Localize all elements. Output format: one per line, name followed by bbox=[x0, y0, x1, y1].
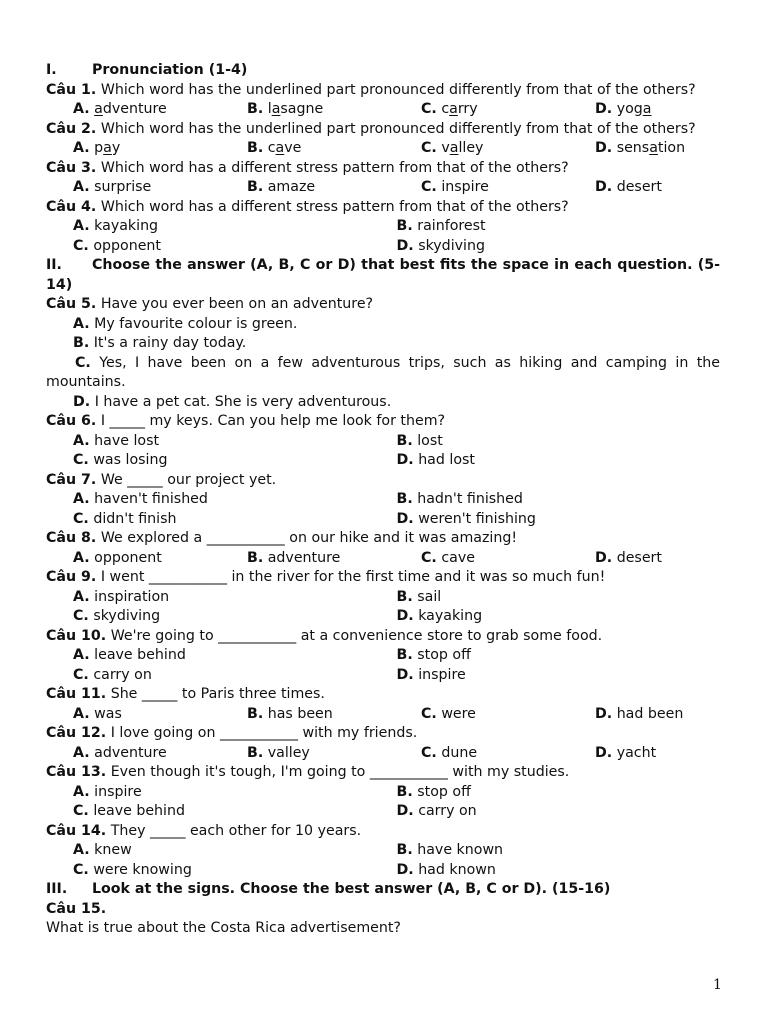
option-a: A. opponent bbox=[73, 549, 162, 566]
question-1 bbox=[46, 81, 720, 101]
question-label: Câu 2. bbox=[46, 120, 97, 137]
document-body bbox=[46, 61, 720, 939]
options-row bbox=[46, 783, 720, 803]
option-b: B. stop off bbox=[396, 647, 471, 663]
option-a: A. inspiration bbox=[73, 588, 170, 605]
question-text: Have you ever been on an adventure? bbox=[100, 296, 374, 312]
question-10 bbox=[46, 627, 720, 647]
options-row bbox=[46, 451, 720, 471]
options-row bbox=[46, 549, 720, 569]
options-row bbox=[46, 139, 720, 159]
section-heading bbox=[46, 61, 720, 81]
underlined-part: a bbox=[449, 140, 459, 156]
question-15 bbox=[46, 900, 720, 920]
option-c: C. was losing bbox=[73, 452, 168, 468]
section-title: Pronunciation (1-4) bbox=[92, 62, 248, 78]
question-label: Câu 4. bbox=[46, 198, 97, 215]
option-b: B. cave bbox=[247, 140, 302, 156]
option-a: A. adventure bbox=[73, 101, 167, 117]
option-d: D. I have a pet cat. She is very adventurous. bbox=[73, 393, 392, 410]
options-row bbox=[46, 802, 720, 822]
underlined-part: a bbox=[649, 140, 658, 156]
option-c: C. leave behind bbox=[73, 803, 185, 819]
question-label: Câu 9. bbox=[46, 569, 97, 585]
question-text: We explored a ___________ on our hike and it was amazing! bbox=[100, 530, 518, 546]
question-4 bbox=[46, 198, 720, 218]
question-text: She _____ to Paris three times. bbox=[110, 686, 325, 702]
options-row bbox=[46, 646, 720, 666]
options-row bbox=[46, 744, 720, 764]
question-5 bbox=[46, 295, 720, 315]
option-d: D. had lost bbox=[396, 452, 475, 468]
question-text: Even though it's tough, I'm going to ___________ with my studies. bbox=[110, 764, 570, 780]
option-d: D. desert bbox=[595, 179, 662, 195]
options-row bbox=[46, 432, 720, 452]
question-14 bbox=[46, 822, 720, 842]
question-text: I _____ my keys. Can you help me look for them? bbox=[100, 413, 446, 429]
question-12 bbox=[46, 724, 720, 744]
options-row bbox=[46, 861, 720, 881]
option-c: C. inspire bbox=[421, 179, 489, 195]
option-b: B. lasagne bbox=[247, 101, 324, 117]
option-d: D. skydiving bbox=[396, 237, 485, 254]
option-a: A. adventure bbox=[73, 744, 167, 761]
question-label: Câu 14. bbox=[46, 822, 107, 839]
option-d: D. kayaking bbox=[396, 608, 483, 624]
option-a: A. kayaking bbox=[73, 218, 159, 234]
question-text: We're going to ___________ at a convenience store to grab some food. bbox=[110, 627, 603, 644]
question-text: Which word has the underlined part pronounced differently from that of the others? bbox=[100, 120, 696, 137]
question-label: Câu 11. bbox=[46, 686, 107, 702]
question-label: Câu 3. bbox=[46, 159, 97, 176]
question-8 bbox=[46, 529, 720, 549]
underlined-part: a bbox=[103, 140, 112, 156]
question-2 bbox=[46, 120, 720, 140]
question-text: Which word has a different stress pattern from that of the others? bbox=[100, 159, 569, 176]
option-a: A. inspire bbox=[73, 783, 142, 800]
question-label: Câu 12. bbox=[46, 725, 107, 741]
section-number: II. bbox=[46, 257, 62, 273]
option-d: D. had been bbox=[595, 705, 684, 722]
page-number: 1 bbox=[713, 977, 722, 993]
option-b: B. stop off bbox=[396, 783, 471, 800]
option-b: B. adventure bbox=[247, 549, 341, 566]
option-c: C. didn't finish bbox=[73, 510, 177, 527]
underlined-part: a bbox=[642, 101, 652, 117]
option-c: C. carry bbox=[421, 101, 478, 117]
option-c: C. valley bbox=[421, 140, 484, 156]
option-d: D. yacht bbox=[595, 744, 657, 761]
options-row bbox=[46, 490, 720, 510]
option-a: A. have lost bbox=[73, 432, 160, 449]
option-c: C. carry on bbox=[73, 666, 152, 683]
option-b: B. has been bbox=[247, 705, 333, 722]
option-b: B. hadn't finished bbox=[396, 491, 523, 507]
option-d: D. desert bbox=[595, 549, 662, 566]
options-row bbox=[46, 510, 720, 530]
option-b: B. valley bbox=[247, 744, 310, 761]
option-b: B. amaze bbox=[247, 179, 316, 195]
section-heading bbox=[46, 256, 720, 295]
option-b: B. sail bbox=[396, 588, 442, 605]
options-row bbox=[46, 237, 720, 257]
question-prompt: What is true about the Costa Rica advertisement? bbox=[46, 920, 401, 936]
question-11 bbox=[46, 685, 720, 705]
question-label: Câu 8. bbox=[46, 530, 97, 546]
option-a: A. leave behind bbox=[73, 647, 186, 663]
question-9 bbox=[46, 568, 720, 588]
option-c: C. dune bbox=[421, 744, 478, 761]
option-d: D. yoga bbox=[595, 101, 652, 117]
option-c: C. skydiving bbox=[73, 608, 161, 624]
option-c: C. opponent bbox=[73, 237, 161, 254]
options-row bbox=[46, 178, 720, 198]
option-c: C. were knowing bbox=[73, 861, 192, 878]
option-a: A. My favourite colour is green. bbox=[73, 315, 298, 332]
section-heading bbox=[46, 880, 720, 900]
question-label: Câu 10. bbox=[46, 627, 107, 644]
option-b: B. lost bbox=[396, 432, 443, 449]
option-d: D. sensation bbox=[595, 140, 686, 156]
option-a: A. knew bbox=[73, 842, 132, 858]
option-b: B. have known bbox=[396, 842, 504, 858]
option-b: B. It's a rainy day today. bbox=[73, 335, 247, 351]
option-c: C. were bbox=[421, 705, 476, 722]
question-text: Which word has a different stress pattern from that of the others? bbox=[100, 198, 569, 215]
section-number: III. bbox=[46, 881, 68, 897]
question-text: I went ___________ in the river for the first time and it was so much fun! bbox=[100, 569, 606, 585]
option-c: C. cave bbox=[421, 549, 475, 566]
section-number: I. bbox=[46, 62, 57, 78]
question-label: Câu 1. bbox=[46, 81, 97, 98]
underlined-part: a bbox=[94, 101, 103, 117]
question-text: I love going on ___________ with my friends. bbox=[110, 725, 418, 741]
options-row bbox=[46, 588, 720, 608]
option-c: C. Yes, I have been on a few adventurous trips, such as hiking and camping in the mountains. bbox=[46, 354, 720, 390]
option-d: D. had known bbox=[396, 861, 496, 878]
option-d: D. carry on bbox=[396, 803, 477, 819]
option-a: A. pay bbox=[73, 140, 121, 156]
section-title: Choose the answer (A, B, C or D) that best fits the space in each question. (5-14) bbox=[46, 257, 720, 293]
options-row bbox=[46, 666, 720, 686]
options-row bbox=[46, 705, 720, 725]
underlined-part: a bbox=[271, 101, 281, 117]
option-a: A. surprise bbox=[73, 179, 152, 195]
section-title: Look at the signs. Choose the best answer (A, B, C or D). (15-16) bbox=[92, 881, 611, 897]
question-text: Which word has the underlined part pronounced differently from that of the others? bbox=[100, 81, 696, 98]
option-d: D. inspire bbox=[396, 666, 466, 683]
option-a: A. haven't finished bbox=[73, 491, 208, 507]
options-row bbox=[46, 607, 720, 627]
option-d: D. weren't finishing bbox=[396, 510, 536, 527]
options-row bbox=[46, 100, 720, 120]
option-a: A. was bbox=[73, 705, 122, 722]
question-13 bbox=[46, 763, 720, 783]
underlined-part: a bbox=[275, 140, 285, 156]
options-row bbox=[46, 217, 720, 237]
question-7 bbox=[46, 471, 720, 491]
question-label: Câu 15. bbox=[46, 900, 107, 917]
question-text: We _____ our project yet. bbox=[100, 471, 277, 488]
options-row bbox=[46, 841, 720, 861]
question-6 bbox=[46, 412, 720, 432]
question-label: Câu 6. bbox=[46, 413, 97, 429]
question-label: Câu 13. bbox=[46, 764, 107, 780]
option-b: B. rainforest bbox=[396, 218, 486, 234]
question-text: They _____ each other for 10 years. bbox=[110, 822, 362, 839]
question-label: Câu 7. bbox=[46, 471, 97, 488]
question-label: Câu 5. bbox=[46, 296, 97, 312]
underlined-part: a bbox=[449, 101, 458, 117]
question-3 bbox=[46, 159, 720, 179]
